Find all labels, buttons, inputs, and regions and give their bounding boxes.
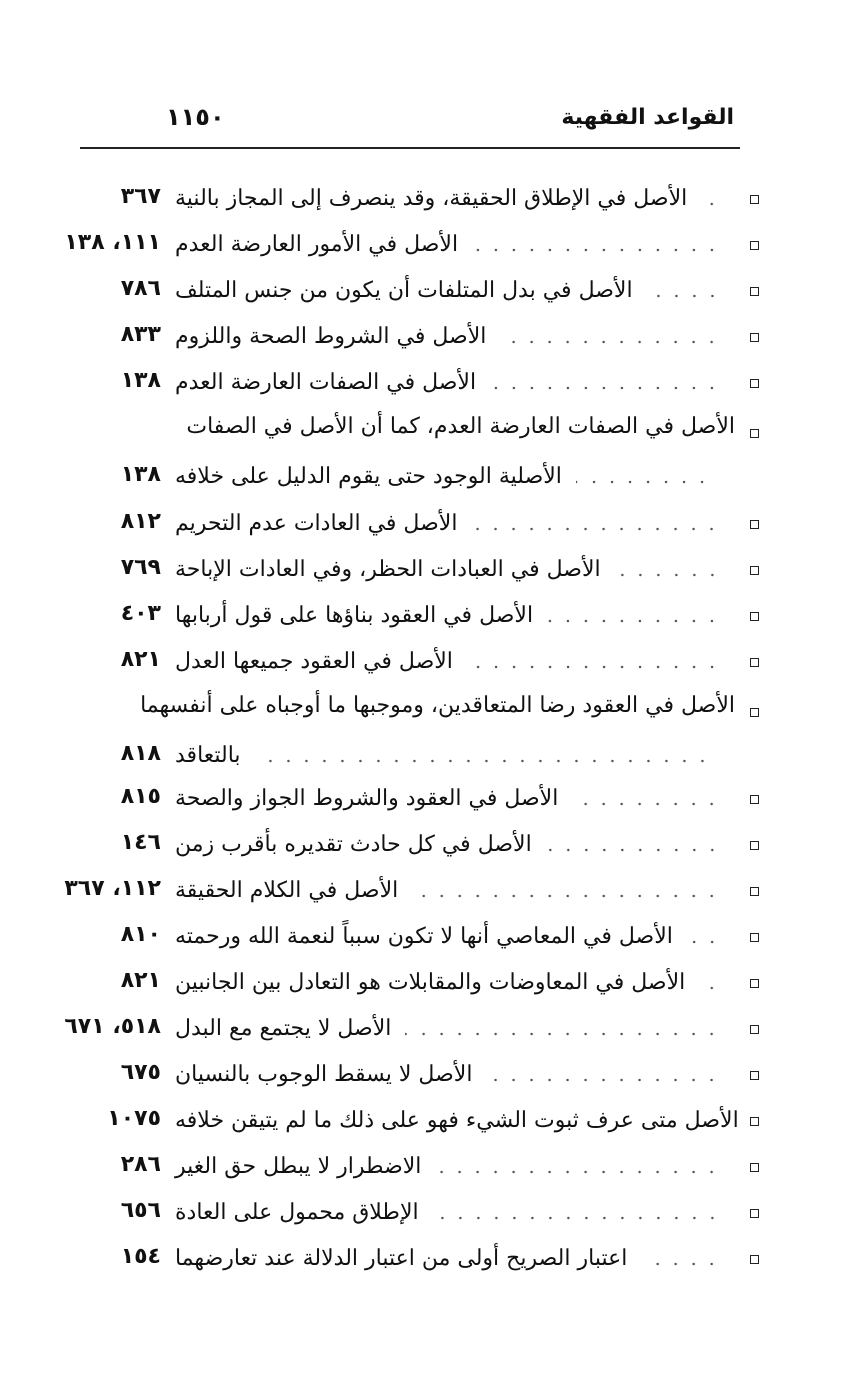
entry-page-refs: ٨٢١ — [120, 968, 161, 993]
square-bullet-icon — [750, 933, 759, 942]
index-entry — [0, 824, 867, 870]
index-entry — [0, 178, 867, 224]
index-entry — [0, 1238, 867, 1284]
entry-page-refs: ٤٠٣ — [120, 601, 161, 626]
entry-page-refs: ٨١٥ — [120, 784, 161, 809]
entry-page-refs: ٦٧٥ — [120, 1060, 161, 1085]
entry-page-refs: ٨٣٣ — [120, 322, 161, 347]
square-bullet-icon — [750, 429, 759, 438]
index-entry — [0, 224, 867, 270]
entry-text: الأصل في الأمور العارضة العدم — [175, 231, 459, 257]
dot-leader — [412, 876, 721, 916]
entry-text: الأصل لا يسقط الوجوب بالنسيان — [175, 1061, 473, 1087]
dot-leader — [647, 276, 721, 316]
dot-leader — [641, 1244, 721, 1284]
index-entry — [0, 316, 867, 362]
dot-leader — [405, 1014, 721, 1054]
entry-text-line1: الأصل في الصفات العارضة العدم، كما أن الأصل في الصفات — [186, 414, 735, 439]
entry-text: الأصل في المعاوضات والمقابلات هو التعادل بين الجانبين — [175, 969, 686, 995]
entry-text: الأصل في العقود بناؤها على قول أربابها — [175, 602, 534, 628]
entry-page-refs: ١٥٤ — [120, 1244, 161, 1269]
dot-leader — [615, 555, 721, 595]
entry-page-refs: ١٤٦ — [120, 830, 161, 855]
dot-leader — [701, 184, 721, 224]
dot-leader — [546, 830, 721, 870]
entry-page-refs: ٣٦٧ — [120, 184, 161, 209]
index-entry — [0, 503, 867, 549]
dot-leader — [576, 462, 711, 502]
entry-page-refs: ٥١٨، ٦٧١ — [64, 1014, 161, 1039]
dot-leader — [500, 322, 721, 362]
index-entry — [0, 962, 867, 1008]
entry-page-refs: ٦٥٦ — [120, 1198, 161, 1223]
entry-page-refs: ٨١٢ — [120, 509, 161, 534]
square-bullet-icon — [750, 241, 759, 250]
square-bullet-icon — [750, 1255, 759, 1264]
entry-page-refs: ١٣٨ — [120, 462, 161, 487]
index-entry — [0, 595, 867, 641]
entry-text: الأصل متى عرف ثبوت الشيء فهو على ذلك ما لم يتيقن خلافه — [175, 1107, 739, 1133]
index-entry — [0, 641, 867, 687]
index-entry — [0, 549, 867, 595]
dot-leader — [472, 230, 721, 270]
entry-text: الأصل في العبادات الحظر، وفي العادات الإباحة — [175, 556, 601, 582]
index-entry — [0, 1100, 867, 1146]
entry-text: الأصل في الشروط الصحة واللزوم — [175, 323, 487, 349]
square-bullet-icon — [750, 708, 759, 717]
entry-page-refs: ٢٨٦ — [120, 1152, 161, 1177]
dot-leader — [547, 601, 721, 641]
square-bullet-icon — [750, 1209, 759, 1218]
square-bullet-icon — [750, 1071, 759, 1080]
entry-text: بالتعاقد — [175, 742, 241, 768]
square-bullet-icon — [750, 795, 759, 804]
square-bullet-icon — [750, 841, 759, 850]
entry-text-line1: الأصل في العقود رضا المتعاقدين، وموجبها ما أوجباه على أنفسهما — [140, 693, 735, 718]
dot-leader — [486, 1060, 721, 1100]
index-entry — [0, 1054, 867, 1100]
square-bullet-icon — [750, 1117, 759, 1126]
entry-text: الأصل في بدل المتلفات أن يكون من جنس المتلف — [175, 277, 633, 303]
entry-text: الأصل في المعاصي أنها لا تكون سبباً لنعمة الله ورحمته — [175, 923, 673, 949]
entry-text: الأصل في الإطلاق الحقيقة، وقد ينصرف إلى المجاز بالنية — [175, 185, 688, 211]
entry-text: الاضطرار لا يبطل حق الغير — [175, 1153, 422, 1179]
index-entry — [0, 1146, 867, 1192]
dot-leader — [435, 1152, 721, 1192]
index-entry — [0, 1008, 867, 1054]
entry-text: الأصل في العقود والشروط الجواز والصحة — [175, 785, 559, 811]
dot-leader — [490, 368, 721, 408]
entry-text: الإطلاق محمول على العادة — [175, 1199, 419, 1225]
entry-text: الأصل في الكلام الحقيقة — [175, 877, 399, 903]
entry-text: الأصل في الصفات العارضة العدم — [175, 369, 477, 395]
entry-page-refs: ٨١٨ — [120, 741, 161, 766]
running-title: القواعد الفقهية — [561, 105, 734, 130]
entry-text: الأصل في العادات عدم التحريم — [175, 510, 458, 536]
entry-text: الأصل لا يجتمع مع البدل — [175, 1015, 392, 1041]
square-bullet-icon — [750, 195, 759, 204]
entry-page-refs: ٨١٠ — [120, 922, 161, 947]
index-entry — [0, 362, 867, 408]
square-bullet-icon — [750, 1163, 759, 1172]
dot-leader — [471, 509, 721, 549]
dot-leader — [572, 784, 721, 824]
square-bullet-icon — [750, 1025, 759, 1034]
entry-page-refs: ١٣٨ — [120, 368, 161, 393]
square-bullet-icon — [750, 887, 759, 896]
dot-leader — [687, 922, 721, 962]
entry-page-refs: ١٠٧٥ — [107, 1106, 161, 1131]
entry-text: الأصل في العقود جميعها العدل — [175, 648, 453, 674]
entry-page-refs: ٧٦٩ — [120, 555, 161, 580]
square-bullet-icon — [750, 333, 759, 342]
dot-leader — [255, 741, 711, 781]
page-number: ١١٥٠ — [166, 103, 225, 131]
square-bullet-icon — [750, 287, 759, 296]
entry-text: الأصل في كل حادث تقديره بأقرب زمن — [175, 831, 532, 857]
dot-leader — [433, 1198, 721, 1238]
entry-page-refs: ١١٢، ٣٦٧ — [64, 876, 161, 901]
index-entry — [0, 916, 867, 962]
square-bullet-icon — [750, 658, 759, 667]
entry-page-refs: ١١١، ١٣٨ — [64, 230, 161, 255]
entry-text: الأصلية الوجود حتى يقوم الدليل على خلافه — [175, 463, 562, 489]
square-bullet-icon — [750, 612, 759, 621]
entry-page-refs: ٨٢١ — [120, 647, 161, 672]
index-entry — [0, 778, 867, 824]
entry-text: اعتبار الصريح أولى من اعتبار الدلالة عند تعارضهما — [175, 1245, 628, 1271]
square-bullet-icon — [750, 566, 759, 575]
entry-page-refs: ٧٨٦ — [120, 276, 161, 301]
square-bullet-icon — [750, 520, 759, 529]
running-header — [80, 95, 740, 149]
index-entry — [0, 691, 867, 779]
square-bullet-icon — [750, 979, 759, 988]
index-entry — [0, 270, 867, 316]
index-entry — [0, 870, 867, 916]
dot-leader — [699, 968, 721, 1008]
index-entry — [0, 412, 867, 500]
dot-leader — [467, 647, 721, 687]
square-bullet-icon — [750, 379, 759, 388]
index-entry — [0, 1192, 867, 1238]
